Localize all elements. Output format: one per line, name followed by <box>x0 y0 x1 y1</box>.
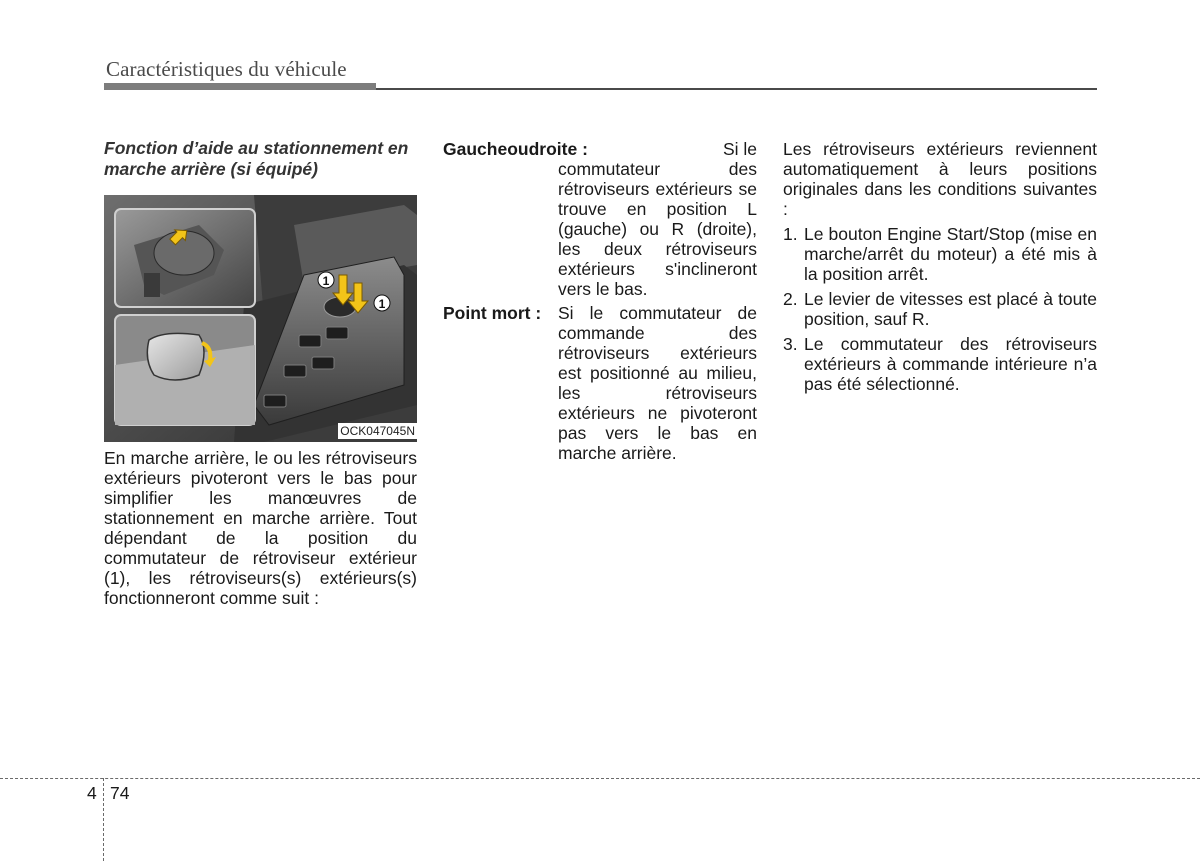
condition-text: Le bouton Engine Start/Stop (mise en marche/arrêt du moteur) a été mis à la position arrêt. <box>804 224 1097 284</box>
header-title: Caractéristiques du véhicule <box>106 57 347 81</box>
footer-vertical-divider <box>103 778 104 861</box>
column-2 <box>443 139 757 463</box>
definition-desc-first: Si le <box>722 139 757 159</box>
definition-desc-first: Si le commutateur de <box>558 303 757 323</box>
conditions-list <box>783 224 1097 394</box>
condition-number: 3. <box>783 334 798 354</box>
footer-divider <box>0 778 1200 779</box>
conditions-intro: Les rétroviseurs extérieurs reviennent automatiquement à leurs positions originales dans les conditions suivantes : <box>783 139 1097 219</box>
condition-text: Le commutateur des rétroviseurs extérieurs à commande intérieure n’a pas été sélectionné. <box>804 334 1097 394</box>
definition-desc: commande des rétroviseurs extérieurs est positionné au milieu, les rétroviseurs extérieurs ne pivoteront pas vers le bas en marche arrière. <box>558 323 757 463</box>
chapter-number: 4 <box>87 783 97 803</box>
condition-item <box>783 334 1097 394</box>
definition-first-line <box>443 139 757 159</box>
definition-desc: commutateur des rétroviseurs extérieurs se trouve en position L (gauche) ou R (droite), les deux rétroviseurs extérieurs s'inclineront vers le bas. <box>558 159 757 299</box>
figure-code: OCK047045N <box>340 424 415 438</box>
section-heading: Fonction d’aide au stationnement en marche arrière (si équipé) <box>104 138 409 179</box>
header-rule-thick <box>104 83 376 90</box>
door-panel-illustration <box>104 195 417 442</box>
intro-paragraph: En marche arrière, le ou les rétroviseurs extérieurs pivoteront vers le bas pour simplifier les manœuvres de stationnement en marche arrière. Tout dépendant de la position du commutateur de rétroviseur extérieur (1), les rétroviseurs(s) extérieurs(s) fonctionneront comme suit : <box>104 448 417 608</box>
header-rule-thin <box>376 88 1097 90</box>
definition-first-line <box>443 303 757 323</box>
column-3 <box>783 139 1097 394</box>
term-word-gauche: Gauche <box>443 139 508 159</box>
condition-number: 1. <box>783 224 798 244</box>
condition-number: 2. <box>783 289 798 309</box>
column-1 <box>104 138 417 608</box>
callout-1: 1 <box>322 274 330 288</box>
definition-neutral <box>443 303 757 463</box>
callout-2: 1 <box>378 297 386 311</box>
definition-left-right <box>443 139 757 299</box>
figure-mirror-switch <box>104 195 417 442</box>
page-number: 74 <box>110 783 130 803</box>
condition-item <box>783 224 1097 284</box>
condition-text: Le levier de vitesses est placé à toute position, sauf R. <box>804 289 1097 329</box>
term-point-mort: Point mort : <box>443 303 542 323</box>
condition-item <box>783 289 1097 329</box>
term-word-droite: droite : <box>528 139 588 159</box>
term-word-ou: ou <box>507 139 529 159</box>
